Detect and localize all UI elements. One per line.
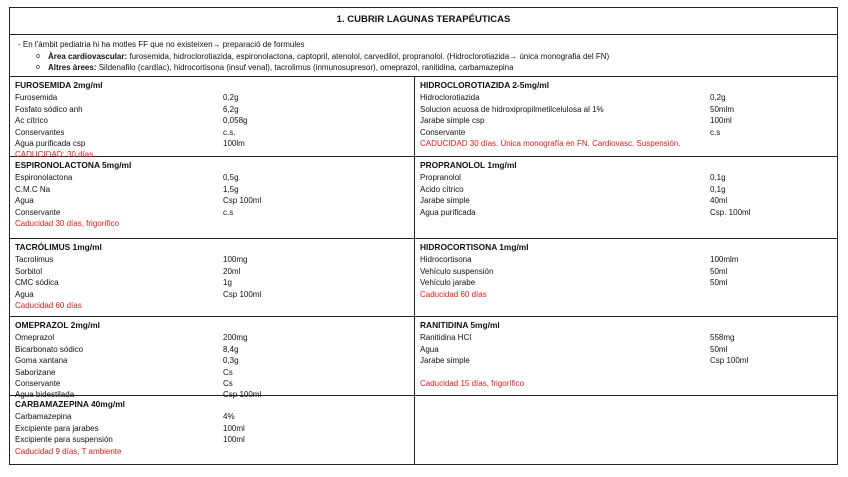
formula-title: FUROSEMIDA 2mg/ml [15,80,103,90]
formula-title: RANITIDINA 5mg/ml [420,320,500,330]
ingredient-name: Ac cítrico [15,116,48,126]
ingredient-quantity: 558mg [710,333,735,343]
intro-section [10,35,837,77]
ingredient-row [15,195,409,206]
formula-card [10,396,415,464]
ingredient-quantity: Csp 100ml [710,356,749,366]
ingredient-quantity: c.s. [223,127,236,137]
ingredient-quantity: Csp. 100ml [710,207,751,217]
ingredient-quantity: 50mlm [710,104,735,114]
formula-title: CARBAMAZEPINA 40mg/ml [15,399,125,409]
ingredient-name: Acido cítrico [420,184,464,194]
ingredient-quantity: 100lm [223,139,245,149]
ingredient-name: Conservantes [15,127,65,137]
formula-title: ESPIRONOLACTONA 5mg/ml [15,160,132,170]
ingredient-row [420,92,832,103]
intro-cardio [16,51,831,63]
ingredient-quantity: 40ml [710,196,728,206]
ingredient-name: Bicarbonato sódico [15,344,84,354]
ingredient-quantity: 100ml [223,423,245,433]
ingredient-row [15,184,409,195]
formula-card [10,317,415,400]
ingredient-quantity: 0,058g [223,116,248,126]
formula-title: OMEPRAZOL 2mg/ml [15,320,101,330]
ingredient-row [420,332,832,343]
ingredient-quantity: 0,1g [710,173,726,183]
ingredient-quantity: Cs [223,379,233,389]
expiry-note: Caducidad 15 días, frigorífico [420,379,525,389]
ingredient-quantity: Csp 100ml [223,390,262,400]
expiry-note: CADUCIDAD: 30 días [15,150,94,160]
formula-title: HIDROCLOROTIAZIDA 2-5mg/ml [420,80,550,90]
ingredient-row [420,127,832,138]
ingredient-quantity: 0,1g [710,184,726,194]
cardio-label: Àrea cardiovascular: [48,51,128,61]
formula-grid [10,77,837,464]
ingredient-quantity: 50ml [710,344,728,354]
document-title: 1. CUBRIR LAGUNAS TERAPÉUTICAS [10,8,837,35]
ingredient-quantity: 50ml [710,278,728,288]
ingredient-name: Carbamazepina [15,412,72,422]
formula-card [415,77,837,157]
ingredient-row [15,138,409,149]
ingredient-quantity: Csp 100ml [223,196,262,206]
ingredient-name: Excipiente para suspensión [15,435,113,445]
ingredient-row [420,344,832,355]
ingredient-quantity: 100ml [223,435,245,445]
ingredient-name: Hidrocortisona [420,255,472,265]
ingredient-name: Ranitidina HCl [420,333,472,343]
ingredient-quantity: 50ml [710,266,728,276]
ingredient-name: Propranolol [420,173,461,183]
formula-card [415,157,837,239]
document-table [9,7,838,465]
ingredient-row [420,355,832,366]
ingredient-name: Agua bidestilada [15,390,75,400]
ingredient-row [420,207,832,218]
intro-others [16,62,831,74]
ingredient-quantity: 8,4g [223,344,239,354]
ingredient-name: Conservante [15,379,61,389]
ingredient-name: Agua purificada csp [15,139,86,149]
ingredient-row [420,266,832,277]
formula-card [10,77,415,160]
ingredient-name: Sorbitol [15,266,43,276]
ingredient-row [420,104,832,115]
ingredient-name: Hidroclorotiazida [420,93,480,103]
expiry-note: Caducidad 9 días, T ambiente [15,446,122,456]
ingredient-quantity: 0,2g [223,93,239,103]
ingredient-quantity: 6,2g [223,104,239,114]
bullet-icon: o [36,52,40,60]
formula-card [415,239,837,317]
ingredient-row [15,207,409,218]
ingredient-name: Goma xantana [15,356,68,366]
ingredient-row [15,423,409,434]
ingredient-quantity: 1g [223,278,232,288]
ingredient-row [15,127,409,138]
ingredient-row [15,411,409,422]
ingredient-row [420,195,832,206]
ingredient-row [15,378,409,389]
ingredient-name: Furosemida [15,93,58,103]
ingredient-row [420,184,832,195]
formula-card [10,239,415,317]
ingredient-quantity: c.s [710,127,721,137]
others-label: Altres àrees: [48,63,97,72]
formula-title: TACRÓLIMUS 1mg/ml [15,242,102,252]
cardio-text: furosemida, hidroclorotiazida, espironolactona, captopril, atenolol, carvedilol, propranolol. (Hidroclorotiazida→ única monografia del FN) [127,51,610,61]
ingredient-quantity: 4% [223,412,235,422]
ingredient-name: Fosfato sódico anh [15,104,83,114]
ingredient-name: Agua purificada [420,207,476,217]
ingredient-name: Jarabe simple [420,356,470,366]
ingredient-name: Saborizane [15,367,56,377]
ingredient-name: Agua [15,289,34,299]
ingredient-quantity: 1,5g [223,184,239,194]
ingredient-name: C.M.C Na [15,184,51,194]
ingredient-quantity: Cs [223,367,233,377]
ingredient-quantity: c.s [223,207,234,217]
expiry-note: Caducidad 60 días [15,301,82,311]
formula-card [10,157,415,239]
ingredient-name: Agua [15,196,34,206]
formula-title: HIDROCORTISONA 1mg/ml [420,242,529,252]
ingredient-name: Solucion acuosa de hidroxipropilmetilcelulosa al 1% [420,104,604,114]
formula-title: PROPRANOLOL 1mg/ml [420,160,517,170]
others-text: Sildenafilo (cardíac), hidrocortisona (insuf venal), tacrolimus (inmunosupresor), omeprazol, ranitidina, carbamazepina [96,63,514,72]
bullet-icon: o [36,64,40,71]
ingredient-row [420,277,832,288]
ingredient-name: Tacrolimus [15,255,54,265]
ingredient-quantity: 0,3g [223,356,239,366]
ingredient-row [15,115,409,126]
intro-line: - En l'àmbit pediatria hi ha motles FF que no existeixen→ preparació de formules [18,40,305,49]
ingredient-name: Vehículo suspensión [420,266,494,276]
ingredient-name: Jarabe simple [420,196,470,206]
ingredient-row [15,355,409,366]
expiry-note: Caducidad 30 días, frigorífico [15,219,120,229]
ingredient-quantity: 200mg [223,333,248,343]
ingredient-quantity: 100mlm [710,255,739,265]
ingredient-row [15,172,409,183]
ingredient-row [15,277,409,288]
ingredient-row [420,254,832,265]
ingredient-row [15,104,409,115]
ingredient-row [15,92,409,103]
ingredient-row [15,367,409,378]
formula-card [415,317,837,396]
empty-cell [415,396,837,464]
ingredient-name: Conservante [15,207,61,217]
ingredient-quantity: 100ml [710,116,732,126]
ingredient-name: Excipiente para jarabes [15,423,99,433]
expiry-note: CADUCIDAD 30 días. Única monografía en FN. Cardiovasc. Suspensión. [420,139,681,149]
ingredient-name: Omeprazol [15,333,55,343]
ingredient-name: Agua [420,344,439,354]
expiry-note: Caducidad 60 días [420,289,487,299]
ingredient-quantity: 20ml [223,266,241,276]
ingredient-quantity: 0,5g [223,173,239,183]
ingredient-row [420,172,832,183]
ingredient-name: CMC sódica [15,278,59,288]
ingredient-row [15,254,409,265]
ingredient-quantity: Csp 100ml [223,289,262,299]
ingredient-name: Vehículo jarabe [420,278,476,288]
ingredient-row [15,344,409,355]
ingredient-row [15,289,409,300]
ingredient-quantity: 100mg [223,255,248,265]
ingredient-row [15,332,409,343]
ingredient-row [420,115,832,126]
spacer [420,367,832,378]
ingredient-row [15,266,409,277]
ingredient-quantity: 0,2g [710,93,726,103]
ingredient-name: Espironolactona [15,173,73,183]
ingredient-row [15,434,409,445]
ingredient-name: Jarabe simple csp [420,116,485,126]
ingredient-name: Conservante [420,127,466,137]
